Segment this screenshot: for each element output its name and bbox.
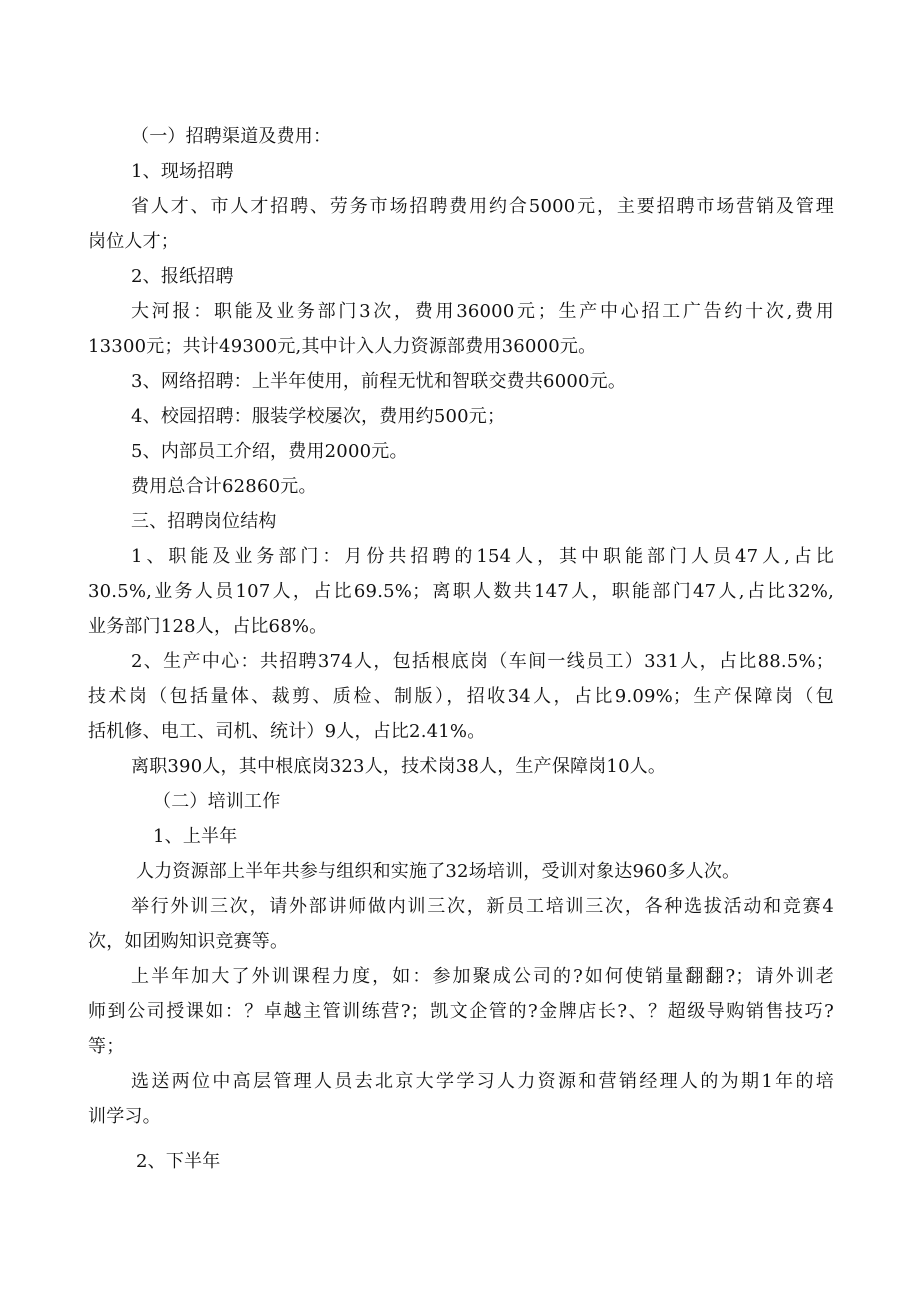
paragraph-external-training-line-3: 等； <box>88 1036 125 1057</box>
paragraph-training-activities-line-2: 次，如团购知识竞赛等。 <box>88 931 289 952</box>
paragraph-peking-university-line-1: 选送两位中高层管理人员去北京大学学习人力资源和营销经理人的为期1年的培 <box>131 1071 834 1092</box>
item-first-half: 1、上半年 <box>153 826 238 847</box>
paragraph-newspaper-line-2: 13300元；共计49300元,其中计入人力资源部费用36000元。 <box>88 336 597 357</box>
section-heading-recruitment-channels: （一）招聘渠道及费用： <box>131 126 332 147</box>
paragraph-production-line-2: 技术岗（包括量体、裁剪、质检、制版），招收34人，占比9.09%；生产保障岗（包 <box>88 686 834 707</box>
item-onsite-recruitment: 1、现场招聘 <box>131 161 234 182</box>
item-newspaper-recruitment: 2、报纸招聘 <box>131 266 234 287</box>
paragraph-production-line-3: 括机修、电工、司机、统计）9人，占比2.41%。 <box>88 721 486 742</box>
item-online-recruitment: 3、网络招聘：上半年使用，前程无忧和智联交费共6000元。 <box>131 371 627 392</box>
section-heading-position-structure: 三、招聘岗位结构 <box>131 511 277 532</box>
item-campus-recruitment: 4、校园招聘：服装学校屡次，费用约500元； <box>131 406 506 427</box>
paragraph-production-line-1: 2、生产中心：共招聘374人，包括根底岗（车间一线员工）331人，占比88.5%； <box>131 651 834 672</box>
paragraph-newspaper-line-1: 大河报：职能及业务部门3次，费用36000元；生产中心招工广告约十次,费用 <box>131 301 834 322</box>
paragraph-peking-university-line-2: 训学习。 <box>88 1106 161 1127</box>
paragraph-onsite-line-2: 岗位人才； <box>88 231 179 252</box>
paragraph-first-half-summary: 人力资源部上半年共参与组织和实施了32场培训，受训对象达960多人次。 <box>136 861 741 882</box>
paragraph-training-activities-line-1: 举行外训三次，请外部讲师做内训三次，新员工培训三次，各种选拔活动和竞赛4 <box>131 896 834 917</box>
paragraph-departments-line-2: 30.5%,业务人员107人，占比69.5%；离职人数共147人，职能部门47人,占比32%, <box>88 581 834 602</box>
item-employee-referral: 5、内部员工介绍，费用2000元。 <box>131 441 408 462</box>
paragraph-external-training-line-2: 师到公司授课如：？卓越主管训练营?；凯文企管的?金牌店长?、？超级导购销售技巧? <box>88 1001 834 1022</box>
section-heading-training: （二）培训工作 <box>153 791 281 812</box>
total-cost: 费用总合计62860元。 <box>131 476 317 497</box>
paragraph-external-training-line-1: 上半年加大了外训课程力度，如：参加聚成公司的?如何使销量翻翻?；请外训老 <box>131 966 834 987</box>
paragraph-departments-line-3: 业务部门128人，占比68%。 <box>88 616 328 637</box>
paragraph-onsite-line-1: 省人才、市人才招聘、劳务市场招聘费用约合5000元，主要招聘市场营销及管理 <box>131 196 834 217</box>
paragraph-resignations: 离职390人，其中根底岗323人，技术岗38人，生产保障岗10人。 <box>131 756 667 777</box>
paragraph-departments-line-1: 1、职能及业务部门：月份共招聘的154人，其中职能部门人员47人,占比 <box>131 546 834 567</box>
item-second-half: 2、下半年 <box>136 1151 221 1172</box>
